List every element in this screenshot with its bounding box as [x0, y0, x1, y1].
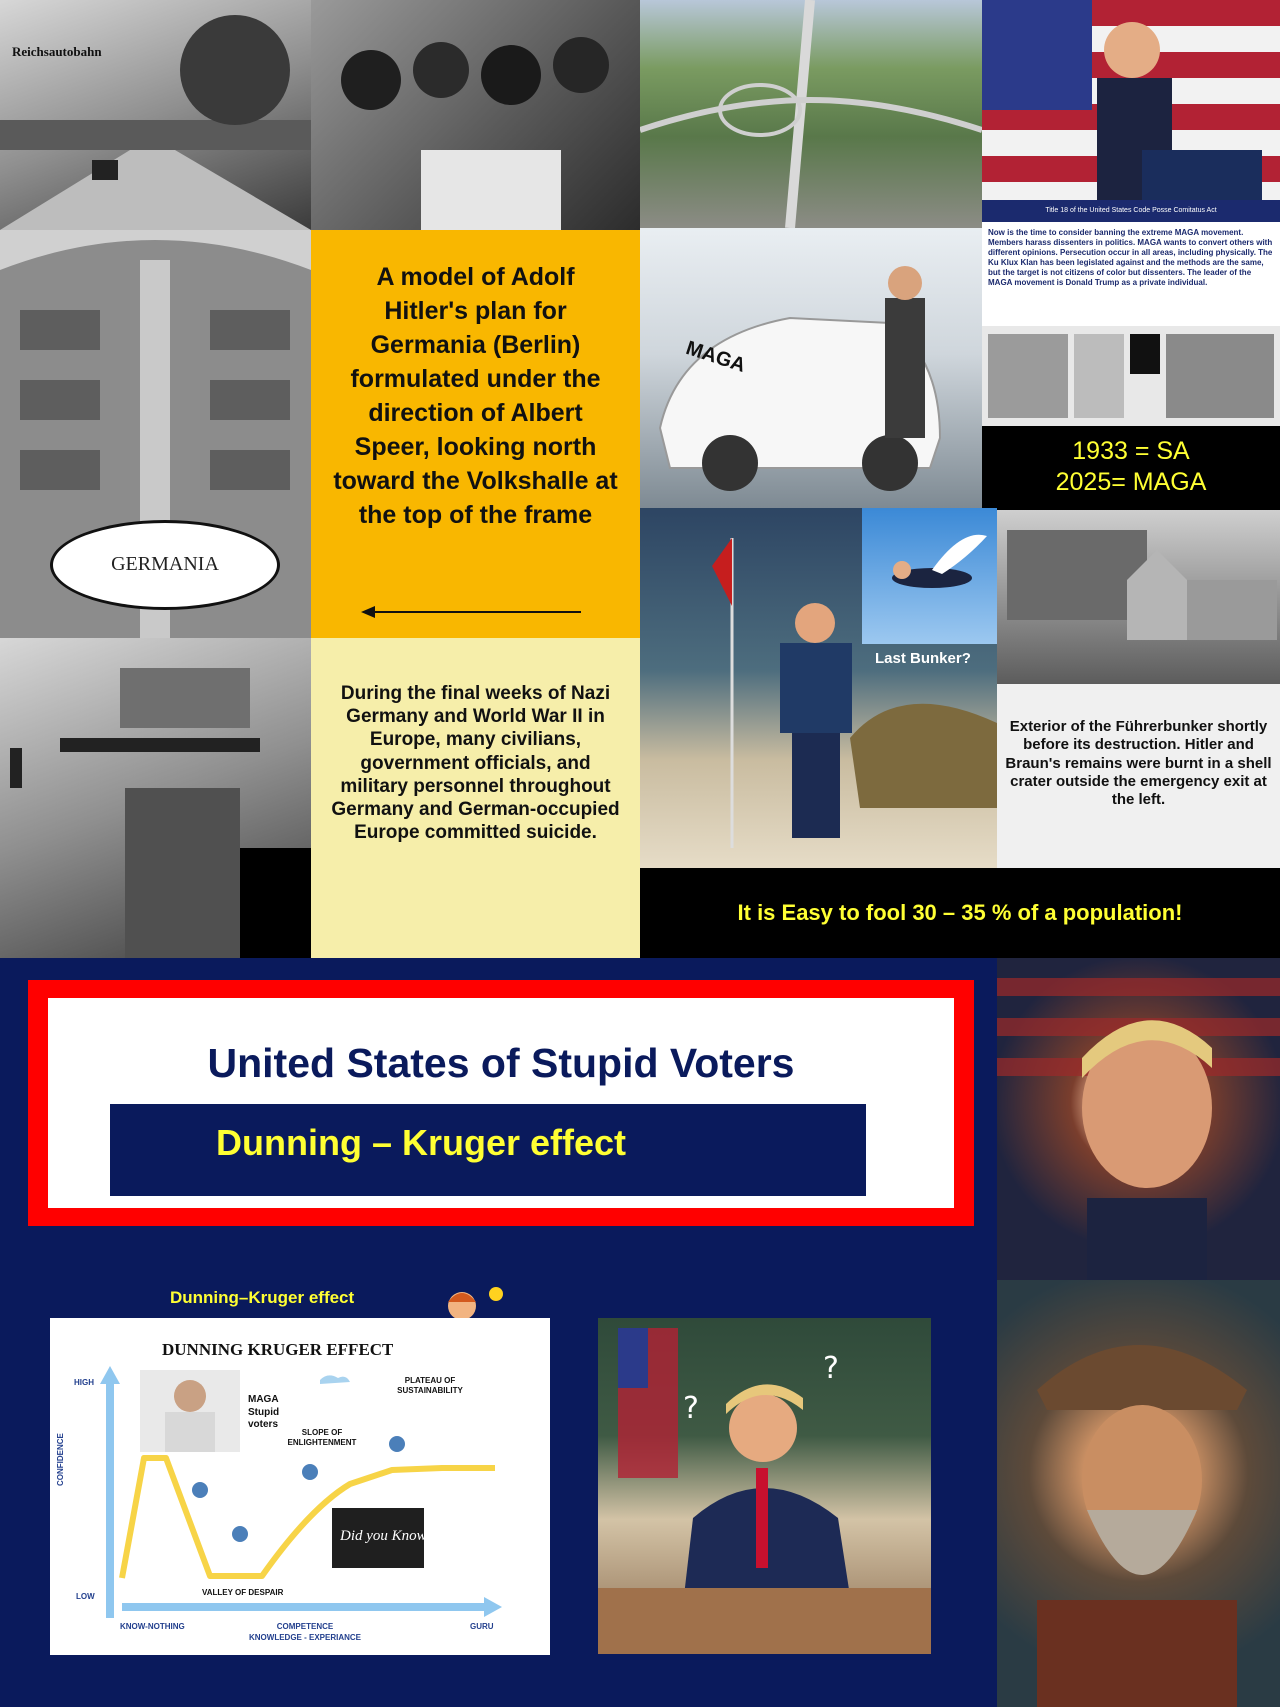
maga-car-photo — [640, 228, 982, 508]
reichsautobahn-label: Reichsautobahn — [12, 44, 102, 59]
dk-low: LOW — [76, 1592, 95, 1601]
svg-text:?: ? — [823, 1351, 839, 1386]
sa-maga-box — [982, 426, 1280, 510]
car-model-photo — [311, 0, 640, 230]
dk-chart-card — [50, 1318, 550, 1655]
old-man-illustration — [997, 1280, 1280, 1707]
easy-fool-box — [640, 868, 1280, 958]
germania-caption-box — [311, 230, 640, 638]
germania-model-photo — [0, 230, 311, 638]
dk-know-nothing: KNOW-NOTHING — [120, 1622, 185, 1631]
germania-label: GERMANIA — [111, 553, 219, 575]
dk-did-you-know: Did you Know? — [340, 1528, 435, 1544]
speaker-illustration — [982, 0, 1280, 200]
dk-confidence: CONFIDENCE — [56, 1433, 65, 1486]
svg-text:?: ? — [683, 1391, 699, 1426]
banner-title: United States of Stupid Voters — [207, 1040, 795, 1086]
sa-maga-line2: 2025= MAGA — [1055, 467, 1207, 496]
reichsautobahn-photo — [0, 0, 311, 230]
ww2-crowd-photo — [0, 638, 311, 958]
banner-subtitle-bar — [110, 1104, 866, 1196]
dk-knowledge: KNOWLEDGE - EXPERIANCE — [248, 1633, 361, 1642]
dk-outer-label: Dunning–Kruger effect — [170, 1288, 355, 1307]
flag-portrait-photo — [997, 958, 1280, 1280]
dk-title: DUNNING KRUGER EFFECT — [162, 1340, 394, 1359]
flag-portrait-illustration — [997, 958, 1280, 1280]
arrow-left-icon — [361, 602, 586, 622]
posse-text: Now is the time to consider banning the extreme MAGA movement. Members harass dissenters in politics. MAGA wants to convert others with different opinions. Persecution occur in all areas, including physically. The Ku Klux Klan has been legislated against and the methods are the same, but the target is not citizens of color but dissenters. The leader of the MAGA movement is Donald Trump as a private individual. — [988, 228, 1273, 287]
easy-fool-text: It is Easy to fool 30 – 35 % of a population! — [737, 900, 1183, 925]
bunker-photo — [997, 510, 1280, 684]
suicide-caption: During the final weeks of Nazi Germany and World War II in Europe, many civilians, government officials, and military personnel throughout Germany and German-occupied Europe committed suicide. — [331, 683, 620, 844]
posse-title-bar — [982, 200, 1280, 222]
history-thumbnails — [982, 326, 1280, 426]
dk-valley: VALLEY OF DESPAIR — [202, 1588, 284, 1597]
dk-competence: COMPETENCE — [276, 1622, 334, 1631]
banner-red-frame — [28, 980, 974, 1226]
dk-high: HIGH — [74, 1378, 94, 1387]
highway-aerial-photo — [640, 0, 982, 228]
germania-caption: A model of Adolf Hitler's plan for Germania (Berlin) formulated under the direction of Albert Speer, looking north toward the Volkshalle at the top of the frame — [333, 263, 618, 529]
old-man-photo — [997, 1280, 1280, 1707]
dk-maga-note: MAGA Stupid voters — [248, 1394, 280, 1430]
banner-white — [48, 998, 954, 1208]
crowd-illustration — [311, 0, 640, 230]
dk-slope: SLOPE OF ENLIGHTENMENT — [287, 1428, 357, 1447]
classroom-photo — [598, 1318, 931, 1654]
dk-guru: GURU — [470, 1622, 494, 1631]
road-illustration — [0, 0, 311, 230]
car-illustration — [640, 228, 982, 508]
posse-history-images — [982, 326, 1280, 426]
flying-figure-illustration — [862, 508, 997, 644]
banner-subtitle: Dunning – Kruger effect — [216, 1122, 627, 1163]
bunker-caption-box — [997, 684, 1280, 868]
crowd-street-illustration — [0, 638, 311, 958]
last-bunker-label: Last Bunker? — [875, 650, 971, 667]
golf-photo — [640, 508, 997, 868]
speech-photo — [982, 0, 1280, 200]
posse-text-box — [982, 222, 1280, 326]
flying-inset-photo — [862, 508, 997, 644]
interchange-illustration — [640, 0, 982, 228]
sa-maga-line1: 1933 = SA — [1072, 437, 1190, 465]
suicide-caption-box — [311, 638, 640, 958]
dk-plateau: PLATEAU OF SUSTAINABILITY — [397, 1376, 463, 1395]
thinking-figure-illustration — [598, 1318, 931, 1654]
bunker-illustration — [997, 510, 1280, 684]
bunker-caption: Exterior of the Führerbunker shortly before its destruction. Hitler and Braun's remains were burnt in a shell crater outside the emergency exit at the left. — [1005, 718, 1272, 809]
car-label: MAGA — [683, 337, 749, 377]
dk-chart-axes — [50, 1318, 550, 1655]
posse-title: Title 18 of the United States Code Posse Comitatus Act — [1045, 207, 1217, 214]
